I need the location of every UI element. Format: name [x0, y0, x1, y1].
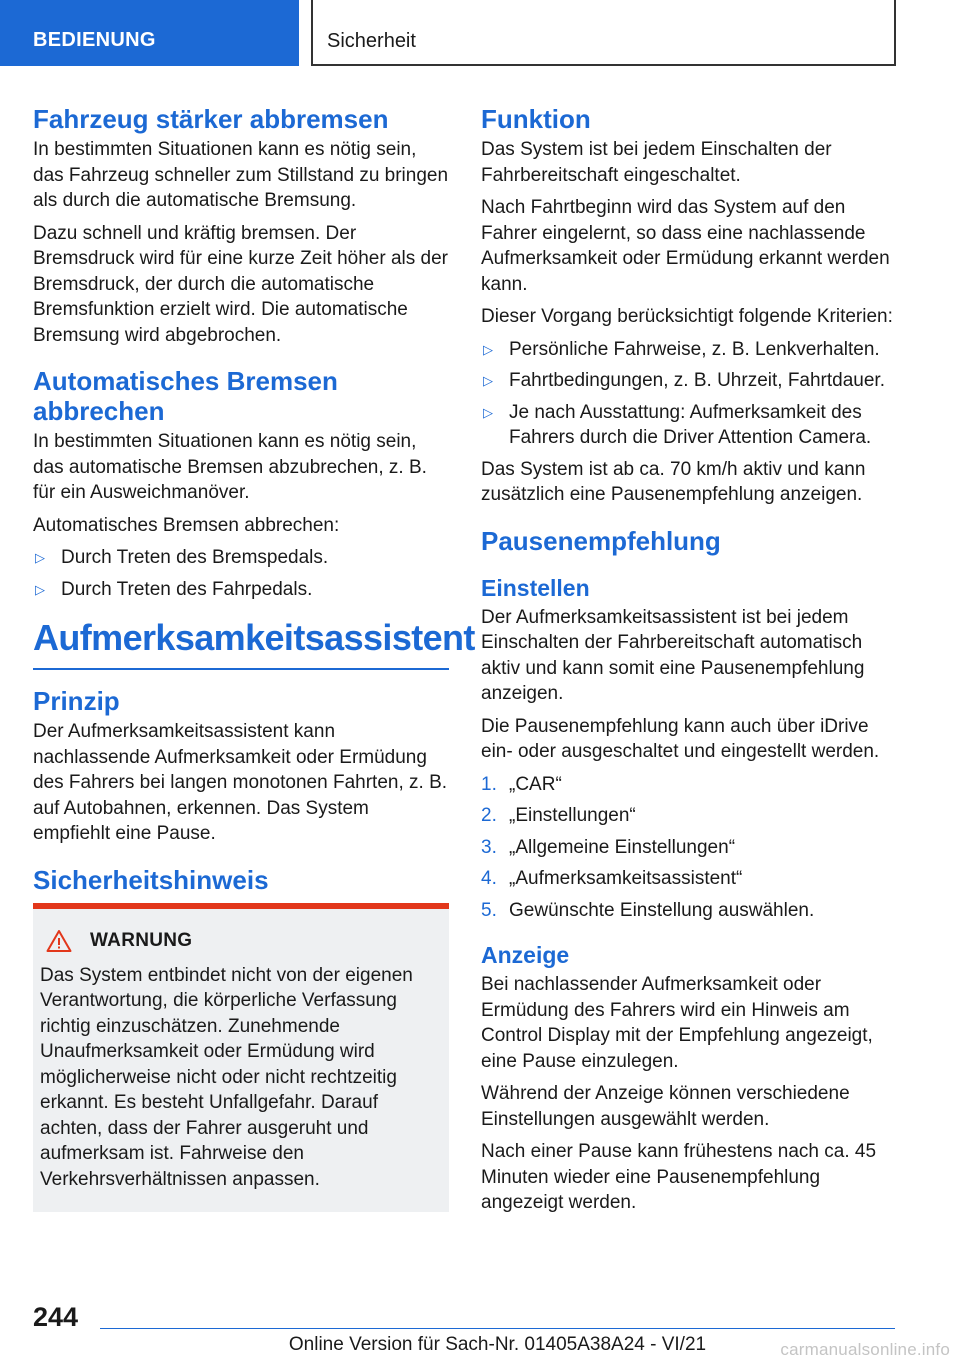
list-item: ▷ Durch Treten des Fahrpedals. [33, 577, 449, 603]
criteria-list [481, 337, 897, 451]
triangle-bullet-icon: ▷ [483, 341, 493, 357]
list-item: 1. „CAR“ [481, 773, 562, 795]
paragraph: Das System ist bei jedem Einschalten der Fahrbereitschaft eingeschaltet. [481, 139, 832, 186]
list-item: 5. Gewünschte Einstellung auswählen. [481, 899, 815, 921]
triangle-bullet-icon: ▷ [483, 404, 493, 420]
chapter-title: Aufmerksamkeitsassistent [33, 616, 449, 670]
settings-steps [481, 772, 897, 924]
watermark: carmanualsonline.info [780, 1340, 950, 1359]
paragraph: Nach Fahrtbeginn wird das System auf den Fahrer eingelernt, so dass eine nachlassende Aufmerksamkeit oder Ermüdung erkannt werden kann. [481, 197, 890, 295]
heading-principle: Prinzip [33, 686, 120, 716]
triangle-bullet-icon: ▷ [35, 581, 45, 597]
paragraph: In bestimmten Situationen kann es nötig sein, das automatische Bremsen abzubrechen, z. B. für ein Ausweichmanöver. [33, 431, 427, 503]
paragraph: Nach einer Pause kann frühestens nach ca. 45 Minuten wieder eine Pausenempfehlung angezeigt werden. [481, 1141, 877, 1213]
heading-abort-braking: Automatisches Bremsen abbrechen [33, 366, 338, 426]
paragraph: Während der Anzeige können verschiedene Einstellungen ausgewählt werden. [481, 1083, 850, 1130]
warning-box [33, 903, 449, 1213]
triangle-bullet-icon: ▷ [35, 550, 45, 565]
list-item: 3. „Allgemeine Einstellungen“ [481, 836, 736, 858]
paragraph: Dazu schnell und kräftig bremsen. Der Bremsdruck wird für eine kurze Zeit höher als der Bremsdruck, der durch die automatische Bremsfunktion erzielt wird. Die automatische Bremsung wird abgebrochen. [33, 222, 448, 346]
left-column [33, 100, 475, 1212]
paragraph: In bestimmten Situationen kann es nötig sein, das Fahrzeug schneller zum Stillstand zu bringen als durch die automatische Bremsung. [33, 139, 449, 211]
warning-text: Das System entbindet nicht von der eigenen Verantwortung, die körperliche Verfassung richtig einzuschätzen. Zunehmende Unaufmerksamkeit oder Ermüdung wird möglicherweise nicht oder nicht rechtzeitig erkannt. Es besteht Unfallgefahr. Darauf achten, dass der Fahrer ausgeruht und aufmerksam ist. Fahrweise den Verkehrsverhältnissen anpassen. [40, 964, 413, 1190]
heading-function: Funktion [481, 104, 591, 134]
paragraph: Die Pausenempfehlung kann auch über iDrive ein- oder ausgeschaltet und eingestellt werden. [481, 715, 880, 762]
footer-divider [100, 1328, 895, 1329]
paragraph: Das System ist ab ca. 70 km/h aktiv und kann zusätzlich eine Pausenempfehlung anzeigen. [481, 458, 866, 505]
list-item: ▷ Je nach Ausstattung: Aufmerksamkeit des Fahrers durch die Driver Attention Camera. [483, 401, 872, 448]
list-item: ▷ Persönliche Fahrweise, z. B. Lenkverhalten. [481, 337, 897, 363]
warning-header [46, 929, 439, 953]
page-number: 244 [33, 1302, 79, 1332]
heading-settings: Einstellen [481, 574, 590, 601]
footer-online-version: Online Version für Sach-Nr. 01405A38A24 - VI/21 [288, 1334, 707, 1355]
list-item: ▷ Fahrtbedingungen, z. B. Uhrzeit, Fahrtdauer. [481, 368, 897, 394]
paragraph: Dieser Vorgang berücksichtigt folgende Kriterien: [481, 306, 893, 327]
list-item: 4. „Aufmerksamkeitsassistent“ [481, 868, 743, 889]
abort-list [33, 545, 449, 602]
heading-display: Anzeige [481, 942, 570, 968]
heading-brake-harder: Fahrzeug stärker abbremsen [33, 104, 389, 134]
paragraph: Der Aufmerksamkeitsassistent ist bei jedem Einschalten der Fahrbereitschaft automatisch aktiv und kann somit eine Pausenempfehlung anzeigen. [481, 606, 865, 704]
heading-pause: Pausenempfehlung [481, 525, 721, 556]
list-item: ▷ Durch Treten des Bremspedals. [33, 545, 449, 571]
paragraph: Der Aufmerksamkeitsassistent kann nachlassende Aufmerksamkeit oder Ermüdung des Fahrers bei langen monotonen Fahrten, z. B. auf Autobahnen, erkennen. Das System empfiehlt eine Pause. [33, 721, 448, 844]
warning-label: WARNUNG [90, 929, 193, 951]
list-item: 2. „Einstellungen“ [481, 805, 636, 826]
paragraph: Automatisches Bremsen abbrechen: [33, 514, 340, 536]
warning-triangle-icon [46, 929, 72, 953]
page-header [0, 0, 960, 66]
header-topic-label: Sicherheit [311, 0, 896, 66]
paragraph: Bei nachlassender Aufmerksamkeit oder Ermüdung des Fahrers wird ein Hinweis am Control Display mit der Empfehlung angezeigt, eine Pause einzulegen. [481, 974, 873, 1072]
header-section-label: BEDIENUNG [0, 0, 299, 66]
right-column [481, 100, 897, 1223]
triangle-bullet-icon: ▷ [483, 373, 493, 388]
heading-safety: Sicherheitshinweis [33, 864, 269, 895]
